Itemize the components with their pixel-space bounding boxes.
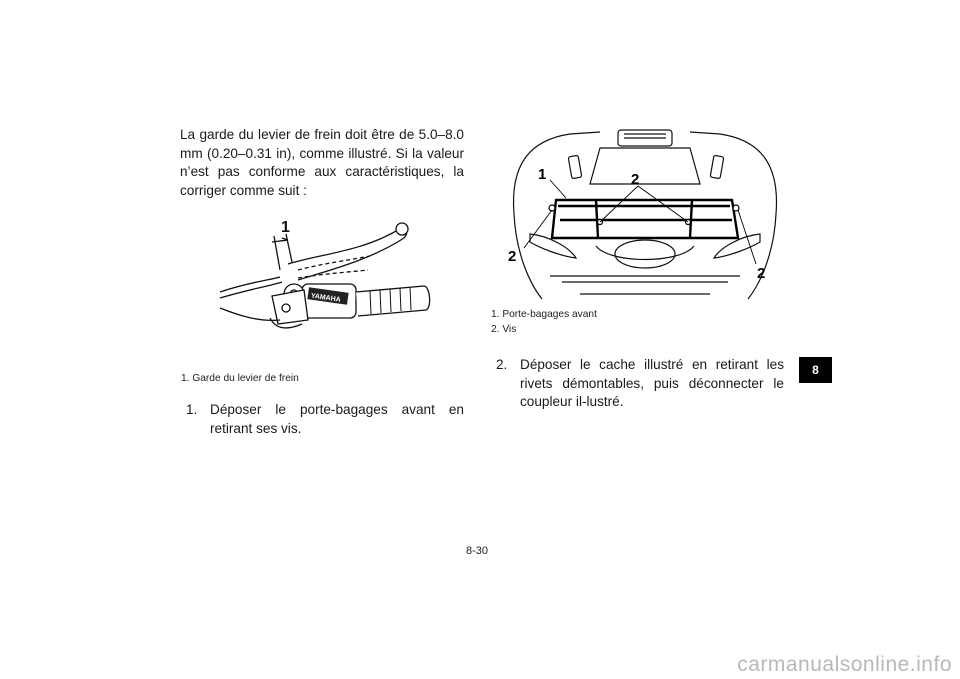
- caption-front-carrier: 1. Porte-bagages avant: [491, 309, 597, 320]
- callout-2-top: 2: [631, 171, 640, 188]
- caption-screw: 2. Vis: [491, 324, 517, 335]
- brand-label: YAMAHA: [310, 292, 342, 304]
- callout-1: 1: [538, 166, 547, 183]
- figure-right-captions: [491, 307, 597, 337]
- intro-paragraph: La garde du levier de frein doit être de 5.0–8.0 mm (0.20–0.31 in), comme illustré. Si la valeur n’est pas conforme aux caractéristiques, la corriger comme suit :: [180, 127, 464, 198]
- brake-lever-illustration: [180, 212, 464, 362]
- callout-2-right: 2: [757, 265, 766, 282]
- front-carrier-figure: [500, 124, 790, 306]
- step-1-text: Déposer le porte-bagages avant en retirant ses vis.: [210, 402, 464, 436]
- front-carrier-illustration: [500, 124, 790, 306]
- step-2-number: 2.: [496, 357, 508, 372]
- chapter-tab: 8: [799, 357, 832, 383]
- step-2-text: Déposer le cache illustré en retirant les rivets démontables, puis déconnecter le coupleur il-lustré.: [520, 357, 784, 410]
- callout-1: 1: [281, 219, 290, 236]
- brake-lever-figure: [180, 212, 464, 362]
- page-number: 8-30: [466, 545, 489, 557]
- step-2: [496, 356, 784, 412]
- left-column: [180, 126, 464, 200]
- step-1: [186, 401, 464, 438]
- callout-2-left: 2: [508, 248, 517, 265]
- figure-left-caption: 1. Garde du levier de frein: [181, 373, 299, 384]
- watermark: carmanualsonline.info: [737, 653, 952, 676]
- step-1-number: 1.: [186, 402, 198, 417]
